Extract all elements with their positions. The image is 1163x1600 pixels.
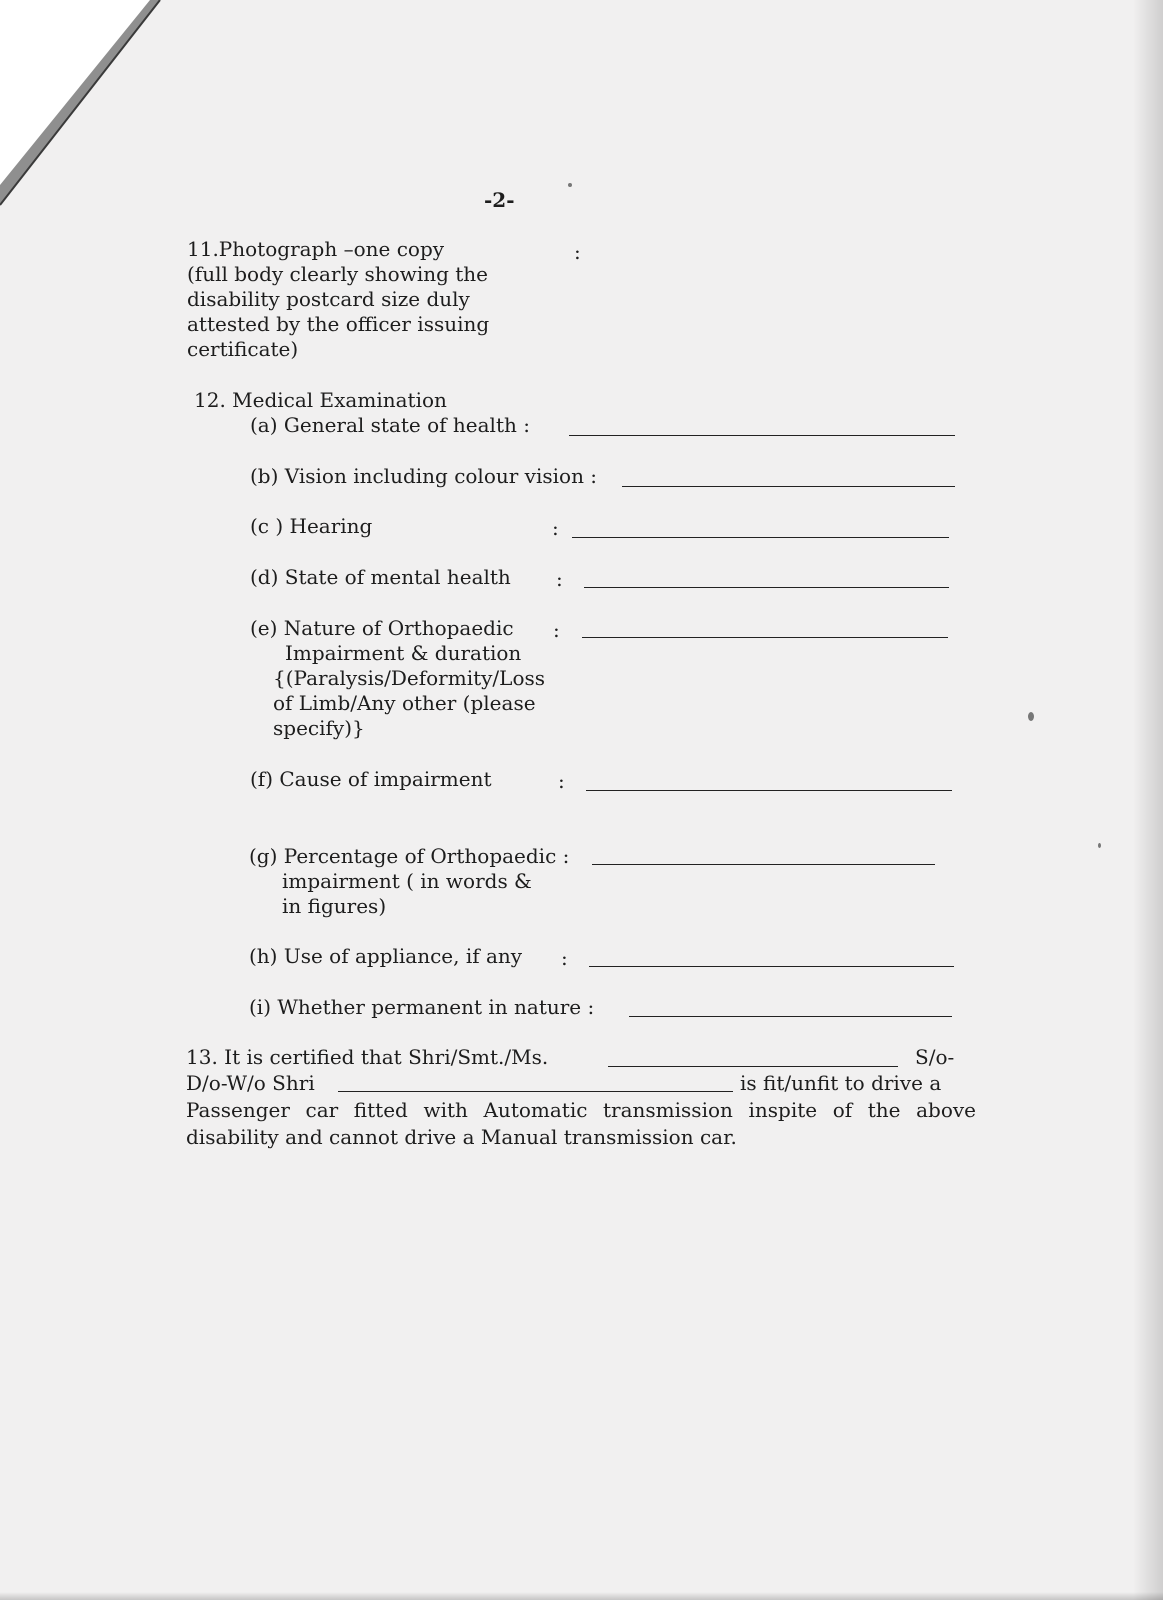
item11-line-2: (full body clearly showing the (187, 262, 489, 286)
item12i-label: (i) Whether permanent in nature : (249, 995, 595, 1019)
item13-text-1: 13. It is certified that Shri/Smt./Ms. (186, 1045, 549, 1069)
item12e-line-1: (e) Nature of Orthopaedic (250, 616, 514, 640)
item12e-answer-line[interactable] (582, 637, 948, 638)
item12h-label: (h) Use of appliance, if any (249, 944, 523, 968)
scan-speck (568, 183, 572, 187)
item12g-answer-line[interactable] (592, 864, 935, 865)
item12b-answer-line[interactable] (622, 486, 955, 487)
item12b-label: (b) Vision including colour vision : (250, 464, 598, 488)
item11-line-5: certificate) (187, 337, 299, 361)
item12e-colon: : (553, 618, 560, 642)
item13-text-2: S/o- (915, 1045, 955, 1069)
item12g-line-2: impairment ( in words & (282, 869, 532, 893)
item12-heading: 12. Medical Examination (194, 388, 447, 412)
item12d-label: (d) State of mental health (250, 565, 511, 589)
item12f-label: (f) Cause of impairment (250, 767, 492, 791)
page-right-edge-shadow (1133, 0, 1163, 1600)
item12e-line-5: specify)} (273, 716, 365, 740)
item12c-answer-line[interactable] (572, 537, 949, 538)
item13-text-5: Passenger car fitted with Automatic transmission inspite of the above disability and cannot drive a Manual transmission car. (186, 1098, 976, 1149)
item12e-line-2: Impairment & duration (285, 641, 522, 665)
item13-text-4: is fit/unfit to drive a (740, 1071, 942, 1095)
item12a-answer-line[interactable] (569, 435, 955, 436)
item12g-line-1: (g) Percentage of Orthopaedic : (249, 844, 570, 868)
item11-line-1: 11.Photograph –one copy (187, 237, 445, 261)
scan-speck (1098, 843, 1101, 848)
item12c-label: (c ) Hearing (250, 514, 373, 538)
scan-speck (1028, 712, 1034, 721)
page-number: -2- (484, 188, 515, 212)
item12h-colon: : (561, 946, 568, 970)
item13-guardian-line[interactable] (338, 1091, 733, 1092)
page-bottom-edge-shadow (0, 1592, 1163, 1600)
item12f-colon: : (558, 769, 565, 793)
item12c-colon: : (552, 516, 559, 540)
item12g-line-3: in figures) (282, 894, 387, 918)
item12d-colon: : (556, 567, 563, 591)
item11-line-3: disability postcard size duly (187, 287, 470, 311)
item11-colon: : (574, 240, 581, 264)
item12e-line-4: of Limb/Any other (please (273, 691, 536, 715)
item12a-label: (a) General state of health : (250, 413, 530, 437)
item12h-answer-line[interactable] (589, 966, 954, 967)
item13-name-line[interactable] (608, 1066, 898, 1067)
item12i-answer-line[interactable] (629, 1016, 952, 1017)
folded-corner (0, 0, 170, 210)
item11-line-4: attested by the officer issuing (187, 312, 490, 336)
item13-text-3: D/o-W/o Shri (186, 1071, 315, 1095)
item12e-line-3: {(Paralysis/Deformity/Loss (273, 666, 546, 690)
item12f-answer-line[interactable] (586, 790, 952, 791)
item12d-answer-line[interactable] (584, 587, 949, 588)
